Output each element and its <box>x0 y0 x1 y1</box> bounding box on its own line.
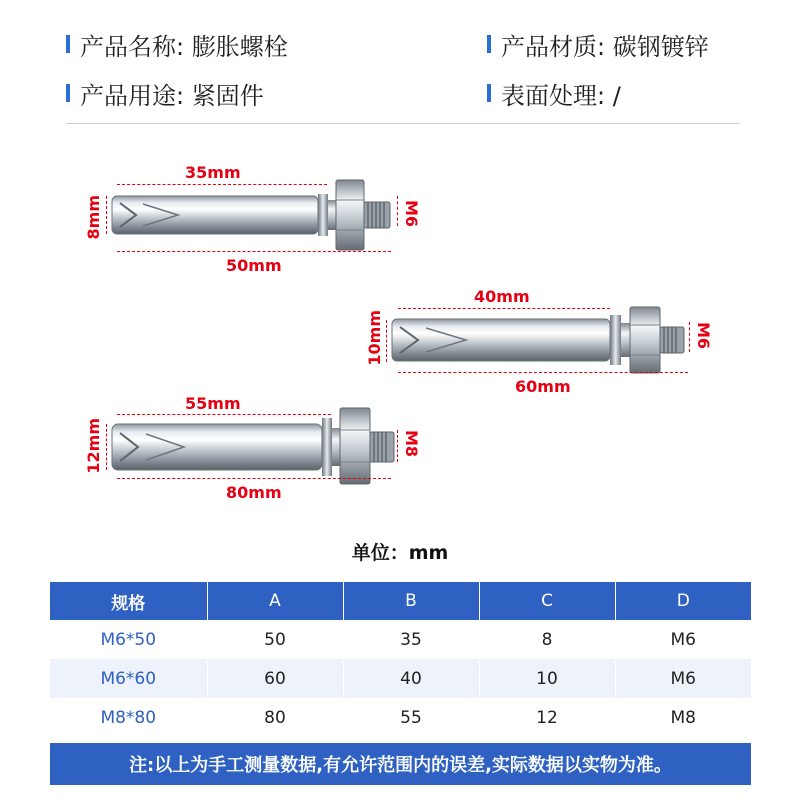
table-row <box>50 659 751 698</box>
sleeve-length-line-1 <box>117 184 327 185</box>
total-length-label-2: 60mm <box>515 377 571 396</box>
disclaimer-note: 注:以上为手工测量数据,有允许范围内的误差,实际数据以实物为准。 <box>50 743 751 785</box>
total-length-label-1: 50mm <box>226 256 282 275</box>
table-row <box>50 698 751 737</box>
accent-bar <box>66 84 70 102</box>
thread-line-3 <box>397 430 398 462</box>
cell-c: 10 <box>479 659 615 698</box>
header-c: C <box>479 582 615 620</box>
header-b: B <box>343 582 479 620</box>
product-name-row <box>66 24 288 64</box>
cell-spec: M6*50 <box>50 620 207 659</box>
diameter-line-2 <box>386 320 387 362</box>
thread-line-1 <box>397 196 398 226</box>
product-material-row <box>487 24 709 64</box>
header-a: A <box>207 582 343 620</box>
cell-spec: M6*60 <box>50 659 207 698</box>
accent-bar <box>66 35 70 53</box>
cell-a: 80 <box>207 698 343 737</box>
cell-a: 50 <box>207 620 343 659</box>
cell-b: 40 <box>343 659 479 698</box>
surface-treatment: 表面处理: / <box>501 81 621 110</box>
sleeve-length-label-2: 40mm <box>474 287 530 306</box>
cell-spec: M8*80 <box>50 698 207 737</box>
total-length-line-1 <box>117 251 391 252</box>
cell-d: M8 <box>670 707 696 728</box>
product-material: 产品材质: 碳钢镀锌 <box>501 32 709 61</box>
accent-bar <box>487 84 491 102</box>
thread-label-2: M6 <box>694 322 713 350</box>
sleeve-length-label-1: 35mm <box>185 163 241 182</box>
cell-c: 12 <box>479 698 615 737</box>
accent-bar <box>487 35 491 53</box>
cell-c: 8 <box>479 620 615 659</box>
product-use: 产品用途: 紧固件 <box>80 81 264 110</box>
header-spec: 规格 <box>50 582 207 620</box>
total-length-line-2 <box>398 372 688 373</box>
spec-table <box>50 582 751 737</box>
cell-b: 35 <box>343 620 479 659</box>
diameter-line-1 <box>106 196 107 234</box>
unit-label: 单位：mm <box>351 542 449 564</box>
cell-d: M6 <box>670 629 696 650</box>
thread-label-3: M8 <box>402 430 421 458</box>
diameter-line-3 <box>106 424 107 470</box>
header-divider <box>66 123 740 124</box>
product-use-row <box>66 73 264 113</box>
table-header-row <box>50 582 751 620</box>
cell-b: 55 <box>343 698 479 737</box>
surface-treatment-row <box>487 73 621 113</box>
sleeve-length-line-3 <box>117 414 331 415</box>
diameter-label-2: 10mm <box>365 310 384 366</box>
sleeve-length-label-3: 55mm <box>185 394 241 413</box>
diameter-label-1: 8mm <box>84 195 103 240</box>
product-name: 产品名称: 膨胀螺栓 <box>80 32 288 61</box>
cell-a: 60 <box>207 659 343 698</box>
total-length-line-3 <box>117 478 391 479</box>
total-length-label-3: 80mm <box>226 483 282 502</box>
thread-line-2 <box>689 322 690 352</box>
sleeve-length-line-2 <box>398 308 610 309</box>
thread-label-1: M6 <box>402 200 421 228</box>
table-row <box>50 620 751 659</box>
header-d: D <box>615 582 751 620</box>
diameter-label-3: 12mm <box>84 418 103 474</box>
cell-d: M6 <box>615 659 751 698</box>
